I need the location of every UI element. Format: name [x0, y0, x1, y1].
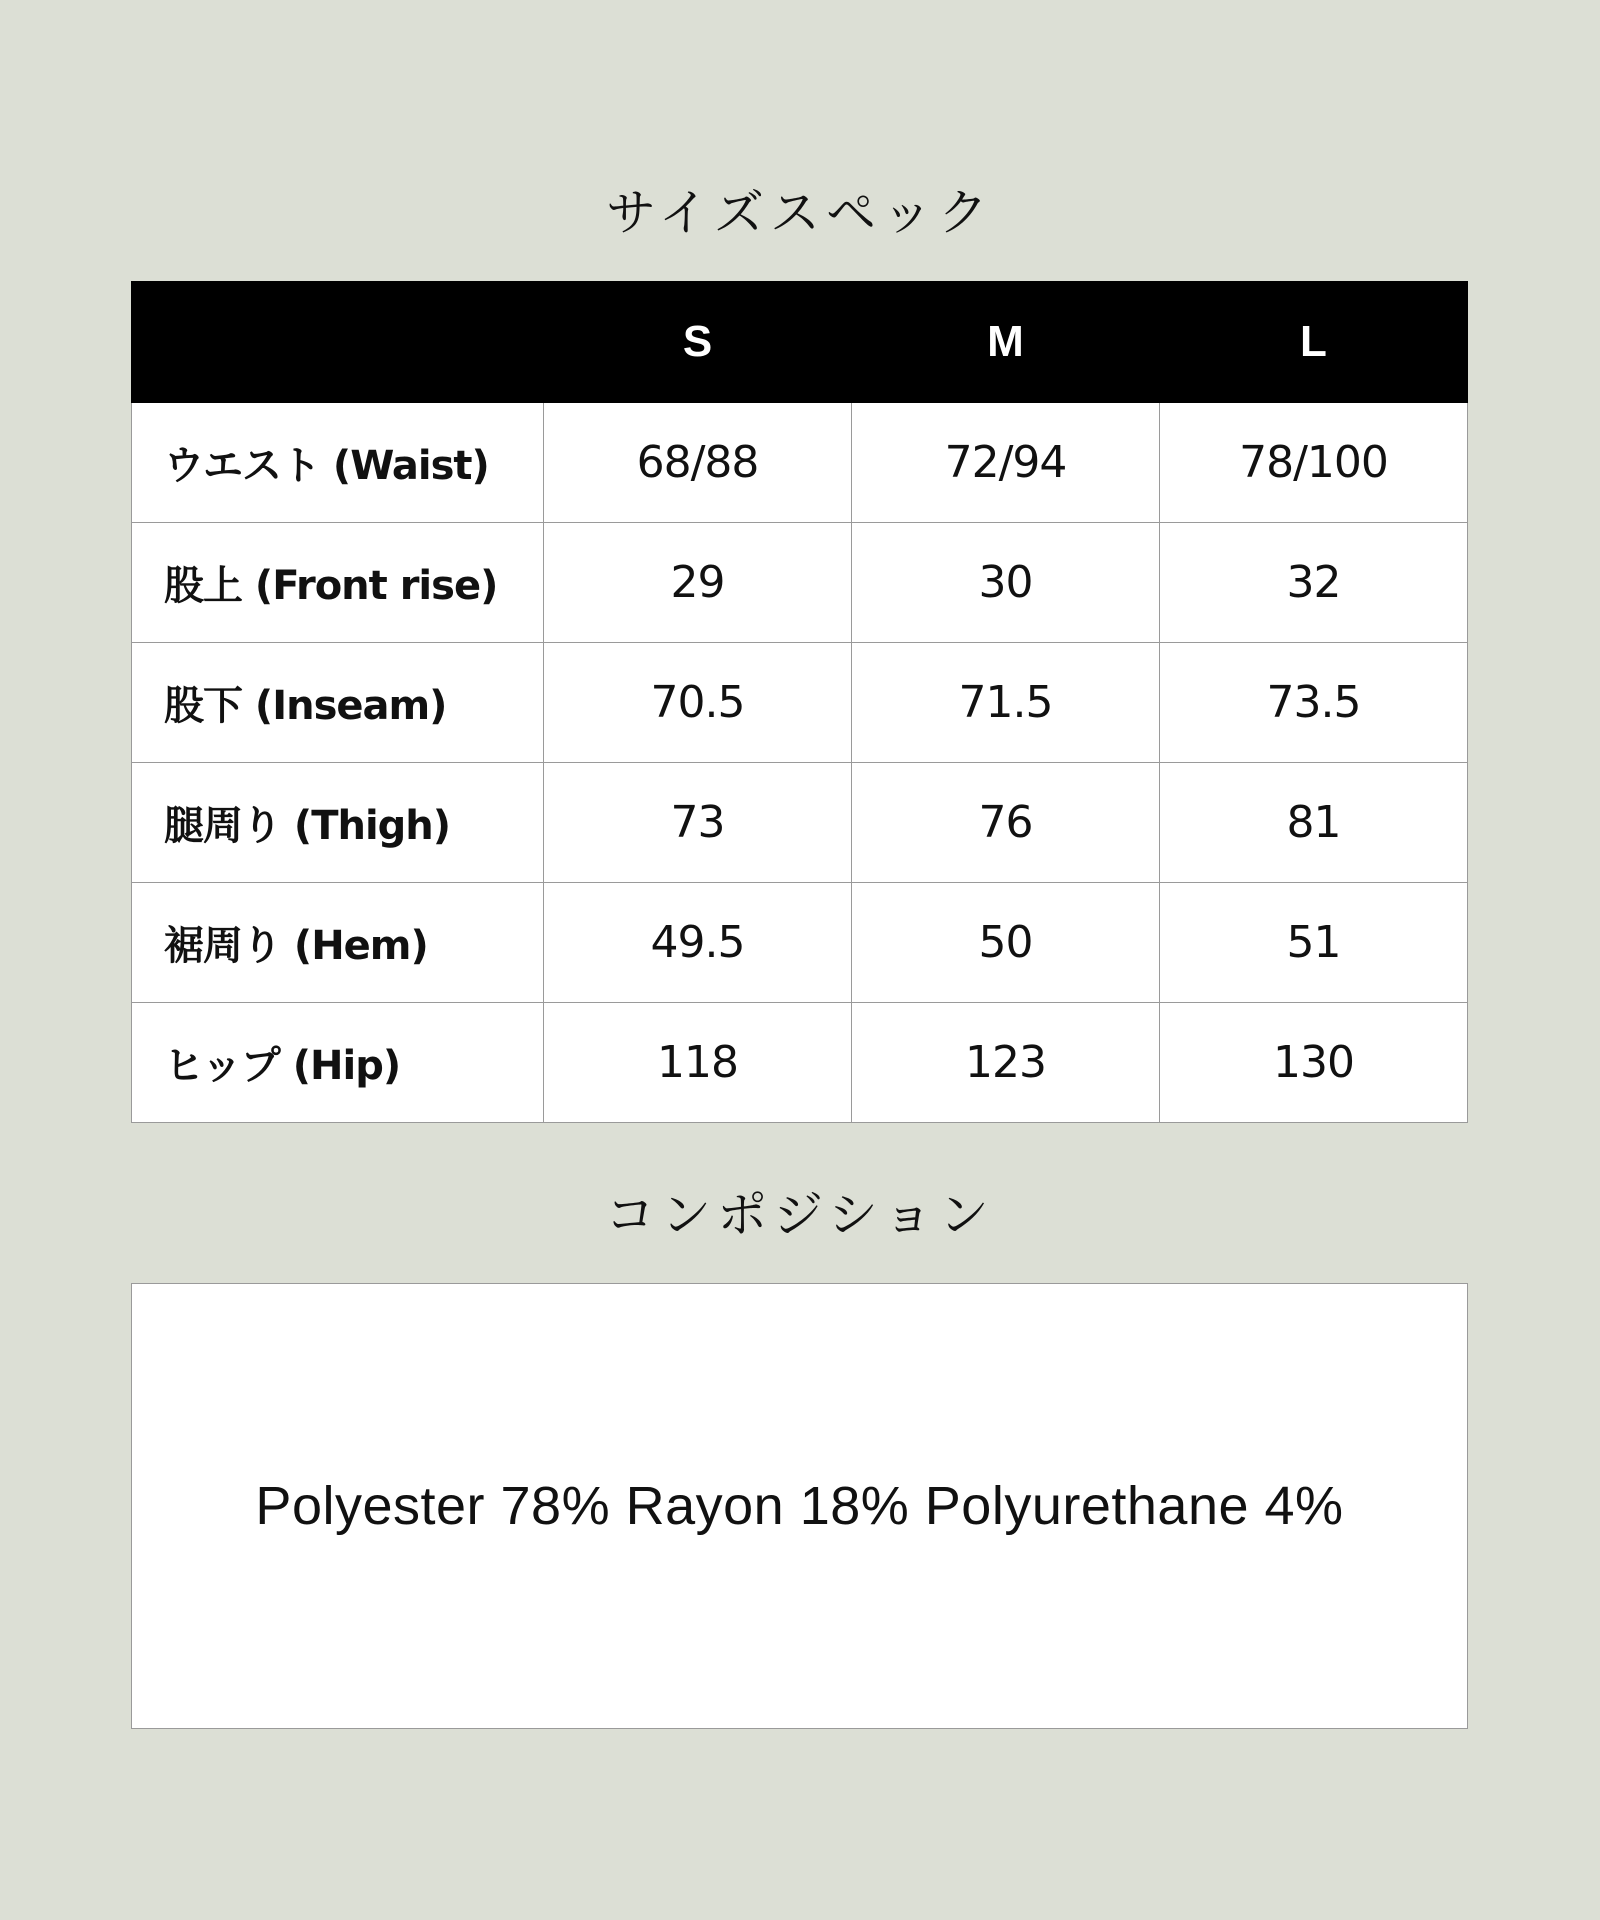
size-spec-title: サイズスペック [606, 184, 994, 242]
cell-value-l: 32 [1160, 523, 1468, 643]
cell-value-m: 123 [852, 1003, 1160, 1123]
composition-box [131, 1283, 1468, 1729]
table-row [132, 763, 1468, 883]
row-label-front-rise: 股上 (Front rise) [132, 523, 544, 643]
cell-value-s: 68/88 [544, 403, 852, 523]
cell-value-m: 30 [852, 523, 1160, 643]
cell-value-s: 118 [544, 1003, 852, 1123]
composition-title: コンポジション [605, 1186, 995, 1244]
cell-value-l: 78/100 [1160, 403, 1468, 523]
row-label-waist: ウエスト (Waist) [132, 403, 544, 523]
header-size-m: M [852, 282, 1160, 403]
cell-value-l: 73.5 [1160, 643, 1468, 763]
header-size-l: L [1160, 282, 1468, 403]
cell-value-l: 81 [1160, 763, 1468, 883]
header-size-s: S [544, 282, 852, 403]
row-label-hip: ヒップ (Hip) [132, 1003, 544, 1123]
table-row [132, 883, 1468, 1003]
row-label-hem: 裾周り (Hem) [132, 883, 544, 1003]
table-row [132, 523, 1468, 643]
row-label-inseam: 股下 (Inseam) [132, 643, 544, 763]
composition-text: Polyester 78% Rayon 18% Polyurethane 4% [255, 1476, 1344, 1536]
table-row [132, 643, 1468, 763]
row-label-thigh: 腿周り (Thigh) [132, 763, 544, 883]
table-row [132, 403, 1468, 523]
cell-value-s: 49.5 [544, 883, 852, 1003]
table-header-row [132, 282, 1468, 403]
size-spec-table [131, 281, 1468, 1123]
cell-value-l: 130 [1160, 1003, 1468, 1123]
table-row [132, 1003, 1468, 1123]
cell-value-l: 51 [1160, 883, 1468, 1003]
cell-value-m: 50 [852, 883, 1160, 1003]
cell-value-m: 72/94 [852, 403, 1160, 523]
cell-value-s: 29 [544, 523, 852, 643]
cell-value-m: 76 [852, 763, 1160, 883]
header-label-cell [132, 282, 544, 403]
cell-value-m: 71.5 [852, 643, 1160, 763]
cell-value-s: 73 [544, 763, 852, 883]
cell-value-s: 70.5 [544, 643, 852, 763]
